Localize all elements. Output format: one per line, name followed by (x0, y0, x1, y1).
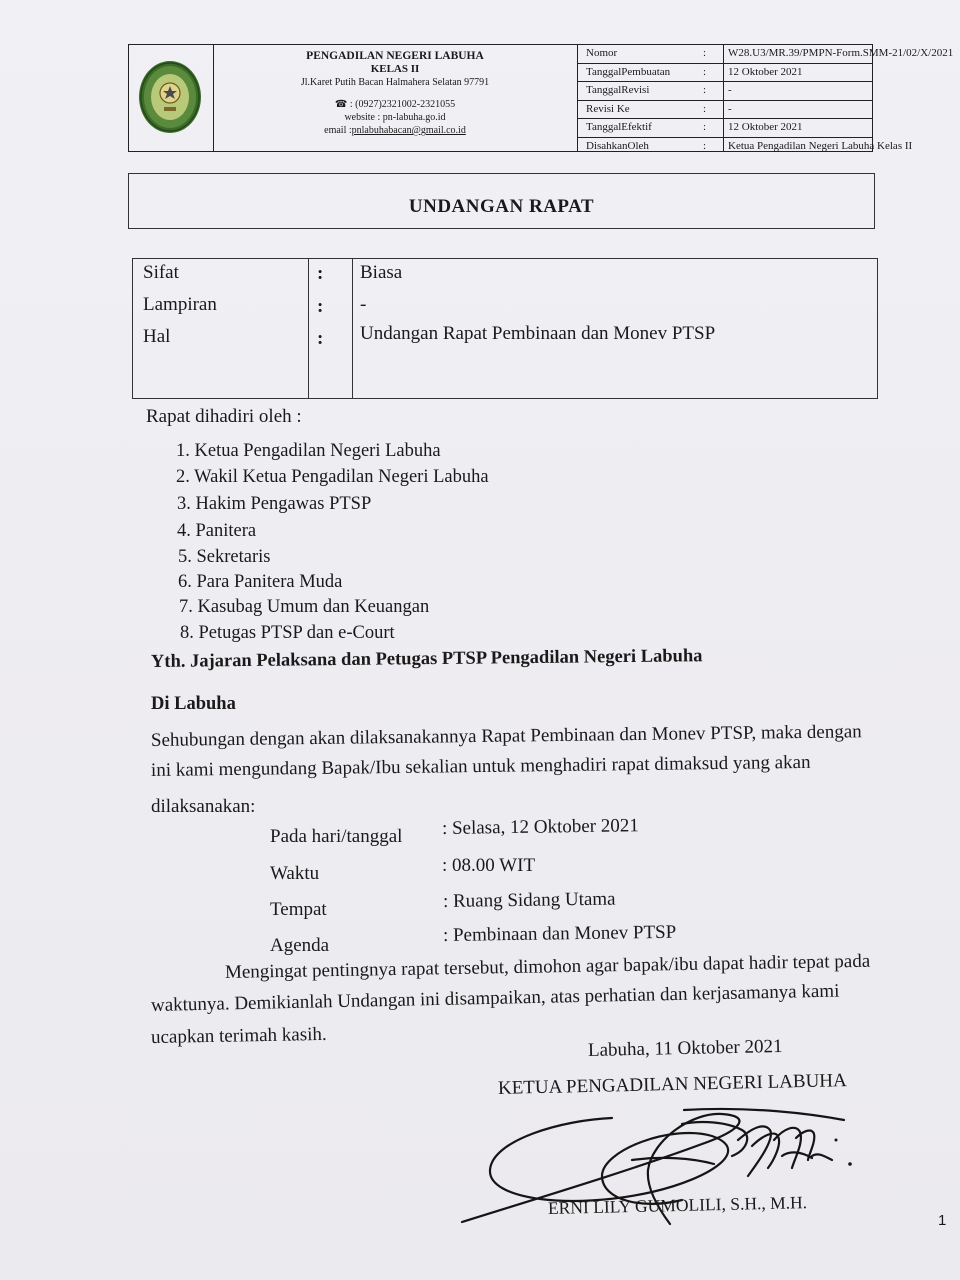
colon: : (317, 263, 324, 284)
meta-value: 12 Oktober 2021 (728, 65, 803, 78)
meta-key: Revisi Ke (586, 102, 630, 115)
court-identity (213, 45, 578, 151)
recipient-location: Di Labuha (151, 694, 236, 714)
detail-value: : Selasa, 12 Oktober 2021 (441, 815, 639, 839)
court-phone: ☎ : (0927)2321002-2321055 (334, 99, 456, 110)
list-item: 5. Sekretaris (178, 547, 271, 567)
court-address: Jl.Karet Putih Bacan Halmahera Selatan 97791 (300, 77, 490, 88)
meta-row: DisahkanOleh : Ketua Pengadilan Negeri Labuha Kelas II (586, 139, 913, 152)
sifat-value: Biasa (360, 262, 403, 283)
body-line: ini kami mengundang Bapak/Ibu sekalian untuk menghadiri rapat dimaksud yang akan (150, 751, 811, 781)
detail-value: : Ruang Sidang Utama (442, 888, 616, 912)
list-item: 7. Kasubag Umum dan Keuangan (179, 597, 430, 617)
signer-title: KETUA PENGADILAN NEGERI LABUHA (497, 1070, 847, 1099)
sifat-label: Sifat (143, 262, 179, 283)
lampiran-value: - (360, 294, 367, 315)
detail-label: Agenda (270, 935, 330, 956)
detail-label: Pada hari/tanggal (270, 826, 403, 847)
email-address: pnlabuhabacan@gmail.co.id (351, 125, 466, 136)
closing-line: ucapkan terimah kasih. (150, 1023, 327, 1048)
court-class: KELAS II (370, 63, 420, 75)
meta-row: Nomor : W28.U3/MR.39/PMPN-Form.SMM-21/02/X/2021 (578, 45, 872, 64)
meta-row: Revisi Ke : - (578, 101, 872, 120)
list-item: 4. Panitera (177, 521, 257, 541)
hal-value: Undangan Rapat Pembinaan dan Monev PTSP (360, 323, 716, 344)
court-emblem-icon (138, 59, 202, 135)
meta-value: 12 Oktober 2021 (728, 121, 803, 134)
detail-value: : 08.00 WIT (442, 855, 536, 876)
lampiran-label: Lampiran (143, 294, 217, 315)
document-title: UNDANGAN RAPAT (408, 196, 595, 217)
closing-line: waktunya. Demikianlah Undangan ini disampaikan, atas perhatian dan kerjasamanya kami (150, 980, 840, 1016)
colon: : (317, 328, 324, 349)
list-item: 6. Para Panitera Muda (178, 572, 343, 592)
email-label: email : (324, 125, 352, 136)
meta-key: TanggalEfektif (586, 121, 652, 134)
attendees-intro: Rapat dihadiri oleh : (146, 406, 302, 427)
detail-label: Tempat (270, 899, 327, 920)
meta-row: TanggalEfektif : 12 Oktober 2021 (578, 119, 872, 138)
colon: : (317, 296, 324, 317)
meta-value: Ketua Pengadilan Negeri Labuha Kelas II (728, 139, 913, 152)
info-table (132, 258, 878, 399)
meta-value: - (728, 84, 732, 97)
meta-row: TanggalPembuatan : 12 Oktober 2021 (578, 64, 872, 83)
list-item: 3. Hakim Pengawas PTSP (177, 494, 372, 514)
hal-label: Hal (143, 326, 171, 347)
list-item: 2. Wakil Ketua Pengadilan Negeri Labuha (176, 467, 489, 487)
place-date: Labuha, 11 Oktober 2021 (587, 1035, 783, 1061)
page-number: 1 (938, 1212, 947, 1229)
detail-label: Waktu (270, 863, 320, 884)
meta-key: DisahkanOleh (586, 139, 649, 152)
list-item: 8. Petugas PTSP dan e-Court (180, 623, 395, 643)
body-line: dilaksanakan: (151, 796, 256, 817)
letterhead-table (128, 44, 954, 152)
meta-key: TanggalRevisi (586, 84, 650, 97)
meta-row: TanggalRevisi : - (578, 82, 872, 101)
signer-name: ERNI LILY GUMOLILI, S.H., M.H. (547, 1192, 808, 1218)
court-email (213, 124, 577, 137)
meta-value: W28.U3/MR.39/PMPN-Form.SMM-21/02/X/2021 (728, 47, 954, 59)
meta-value: - (728, 102, 732, 115)
title-box (128, 173, 875, 229)
meta-key: TanggalPembuatan (586, 65, 671, 78)
document-metadata (578, 45, 954, 156)
body-line: Sehubungan dengan akan dilaksanakannya Rapat Pembinaan dan Monev PTSP, maka dengan (150, 721, 862, 751)
meta-key: Nomor (586, 47, 618, 59)
recipient-line: Yth. Jajaran Pelaksana dan Petugas PTSP Pengadilan Negeri Labuha (150, 646, 703, 672)
closing-line: Mengingat pentingnya rapat tersebut, dimohon agar bapak/ibu dapat hadir tepat pada (224, 950, 871, 983)
detail-value: : Pembinaan dan Monev PTSP (442, 921, 677, 946)
list-item: 1. Ketua Pengadilan Negeri Labuha (176, 441, 441, 461)
court-website: website : pn-labuha.go.id (344, 112, 446, 123)
court-name: PENGADILAN NEGERI LABUHA (306, 50, 484, 62)
logo-cell (129, 45, 214, 151)
